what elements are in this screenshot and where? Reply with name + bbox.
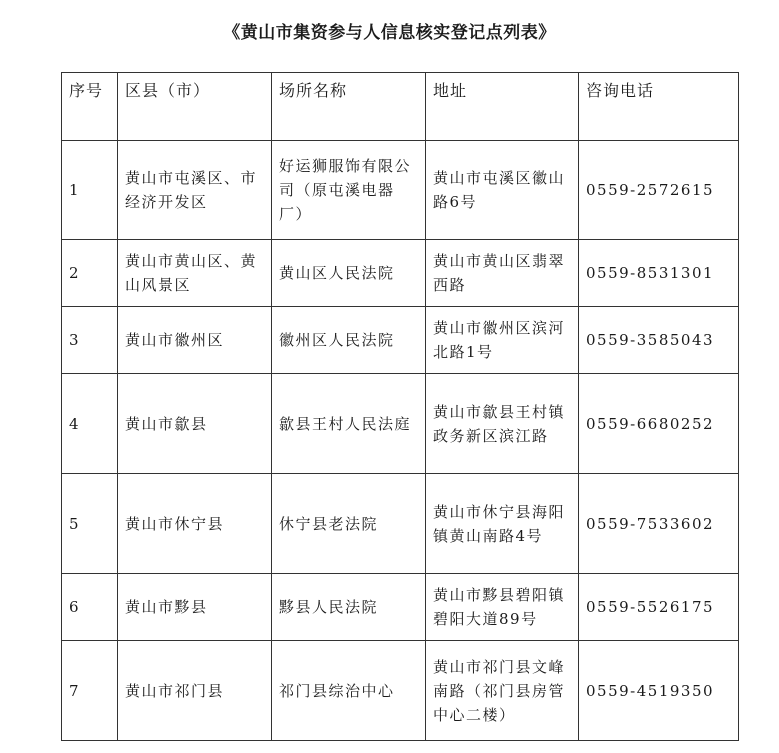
cell-phone: 0559-4519350: [579, 641, 739, 741]
cell-venue: 祁门县综治中心: [272, 641, 426, 741]
cell-address: 黄山市祁门县文峰南路（祁门县房管中心二楼）: [426, 641, 579, 741]
cell-address: 黄山市黄山区翡翠西路: [426, 240, 579, 307]
cell-venue: 黟县人民法院: [272, 574, 426, 641]
cell-address: 黄山市屯溪区徽山路6号: [426, 141, 579, 240]
cell-seq: 2: [62, 240, 118, 307]
cell-venue: 好运狮服饰有限公司（原屯溪电器厂）: [272, 141, 426, 240]
table-row: [62, 240, 739, 307]
cell-seq: 3: [62, 307, 118, 374]
cell-venue: 休宁县老法院: [272, 474, 426, 574]
cell-venue: 徽州区人民法院: [272, 307, 426, 374]
table-row: [62, 374, 739, 474]
cell-address: 黄山市黟县碧阳镇碧阳大道89号: [426, 574, 579, 641]
cell-district: 黄山市祁门县: [118, 641, 272, 741]
cell-district: 黄山市黟县: [118, 574, 272, 641]
cell-address: 黄山市休宁县海阳镇黄山南路4号: [426, 474, 579, 574]
cell-venue: 歙县王村人民法庭: [272, 374, 426, 474]
cell-address: 黄山市歙县王村镇政务新区滨江路: [426, 374, 579, 474]
cell-phone: 0559-7533602: [579, 474, 739, 574]
cell-district: 黄山市屯溪区、市经济开发区: [118, 141, 272, 240]
table-row: [62, 641, 739, 741]
cell-venue: 黄山区人民法院: [272, 240, 426, 307]
cell-phone: 0559-5526175: [579, 574, 739, 641]
table-row: [62, 574, 739, 641]
cell-phone: 0559-3585043: [579, 307, 739, 374]
cell-seq: 5: [62, 474, 118, 574]
cell-seq: 4: [62, 374, 118, 474]
cell-phone: 0559-6680252: [579, 374, 739, 474]
header-phone: 咨询电话: [579, 73, 739, 141]
registration-points-table: [61, 72, 739, 741]
page-title: 《黄山市集资参与人信息核实登记点列表》: [223, 23, 556, 43]
cell-phone: 0559-8531301: [579, 240, 739, 307]
header-address: 地址: [426, 73, 579, 141]
table-row: [62, 474, 739, 574]
table-row: [62, 307, 739, 374]
cell-district: 黄山市徽州区: [118, 307, 272, 374]
cell-seq: 7: [62, 641, 118, 741]
cell-district: 黄山市歙县: [118, 374, 272, 474]
cell-address: 黄山市徽州区滨河北路1号: [426, 307, 579, 374]
cell-district: 黄山市休宁县: [118, 474, 272, 574]
header-district: 区县（市）: [118, 73, 272, 141]
cell-district: 黄山市黄山区、黄山风景区: [118, 240, 272, 307]
cell-seq: 6: [62, 574, 118, 641]
cell-seq: 1: [62, 141, 118, 240]
table-row: [62, 141, 739, 240]
table-header-row: [62, 73, 739, 141]
header-venue: 场所名称: [272, 73, 426, 141]
cell-phone: 0559-2572615: [579, 141, 739, 240]
header-seq: 序号: [62, 73, 118, 141]
